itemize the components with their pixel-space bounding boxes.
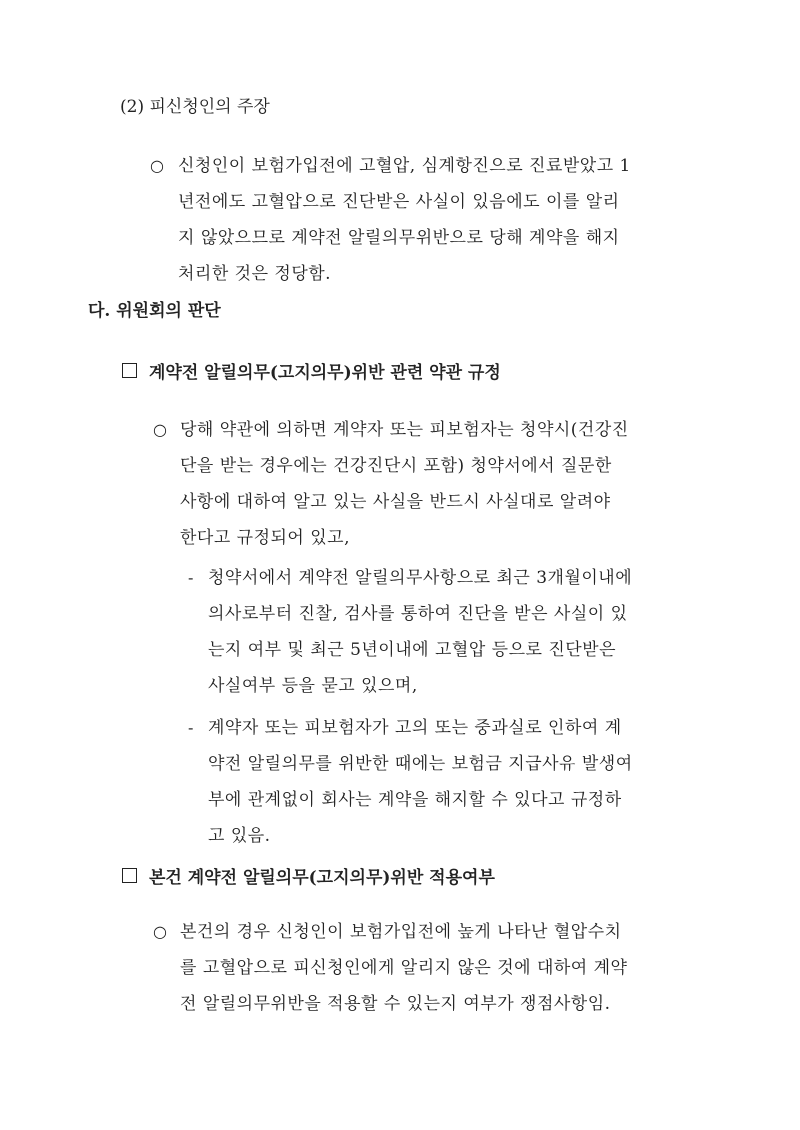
subsection1-heading-row (122, 357, 501, 383)
paragraph-line: 처리한 것은 정당함. (178, 264, 332, 284)
dash-line: 부에 관계없이 회사는 계약을 해지할 수 있다고 규정하 (208, 790, 622, 810)
paragraph-line: 당해 약관에 의하면 계약자 또는 피보험자는 청약시(건강진 (180, 420, 629, 440)
dash-line: 의사로부터 진찰, 검사를 통하여 진단을 받은 사실이 있 (208, 604, 628, 624)
paragraph-line: 전 알릴의무위반을 적용할 수 있는지 여부가 쟁점사항임. (180, 994, 611, 1014)
paragraph-line: 한다고 규정되어 있고, (180, 528, 351, 548)
paragraph-line: 사항에 대하여 알고 있는 사실을 반드시 사실대로 알려야 (180, 492, 611, 512)
paragraph-line: 지 않았으므로 계약전 알릴의무위반으로 당해 계약을 해지 (178, 228, 620, 248)
bullet-marker: ○ (150, 156, 164, 175)
dash-item-1 (208, 560, 632, 704)
section-c2-heading: (2) 피신청인의 주장 (120, 97, 270, 117)
subsection1-paragraph (180, 412, 629, 556)
paragraph-line: 본건의 경우 신청인이 보험가입전에 높게 나타난 혈압수치 (180, 922, 622, 942)
subsection2-heading-row (122, 862, 495, 888)
section-d-heading: 다. 위원회의 판단 (88, 301, 221, 321)
paragraph-line: 를 고혈압으로 피신청인에게 알리지 않은 것에 대하여 계약 (180, 958, 628, 978)
dash-line: 계약자 또는 피보험자가 고의 또는 중과실로 인하여 계 (208, 718, 622, 738)
checkbox-icon (122, 868, 137, 883)
paragraph-line: 단을 받는 경우에는 건강진단시 포함) 청약서에서 질문한 (180, 456, 612, 476)
subsection2-heading: 본건 계약전 알릴의무(고지의무)위반 적용여부 (149, 867, 495, 888)
subsection2-paragraph (180, 914, 627, 1022)
paragraph-line: 신청인이 보험가입전에 고혈압, 심계항진으로 진료받았고 1 (178, 156, 631, 176)
section-c2-paragraph (178, 148, 631, 292)
dash-line: 는지 여부 및 최근 5년이내에 고혈압 등으로 진단받은 (208, 640, 617, 660)
dash-line: 청약서에서 계약전 알릴의무사항으로 최근 3개월이내에 (208, 568, 633, 588)
subsection1-heading: 계약전 알릴의무(고지의무)위반 관련 약관 규정 (149, 362, 501, 383)
bullet-marker: ○ (153, 922, 167, 941)
checkbox-icon (122, 363, 137, 378)
dash-line: 사실여부 등을 묻고 있으며, (208, 676, 418, 696)
paragraph-line: 년전에도 고혈압으로 진단받은 사실이 있음에도 이를 알리 (178, 192, 620, 212)
dash-line: 약전 알릴의무를 위반한 때에는 보험금 지급사유 발생여 (208, 754, 633, 774)
dash-item-2 (208, 710, 633, 854)
dash-marker: - (188, 568, 194, 587)
bullet-marker: ○ (153, 420, 167, 439)
dash-marker: - (188, 718, 194, 737)
dash-line: 고 있음. (208, 826, 271, 846)
